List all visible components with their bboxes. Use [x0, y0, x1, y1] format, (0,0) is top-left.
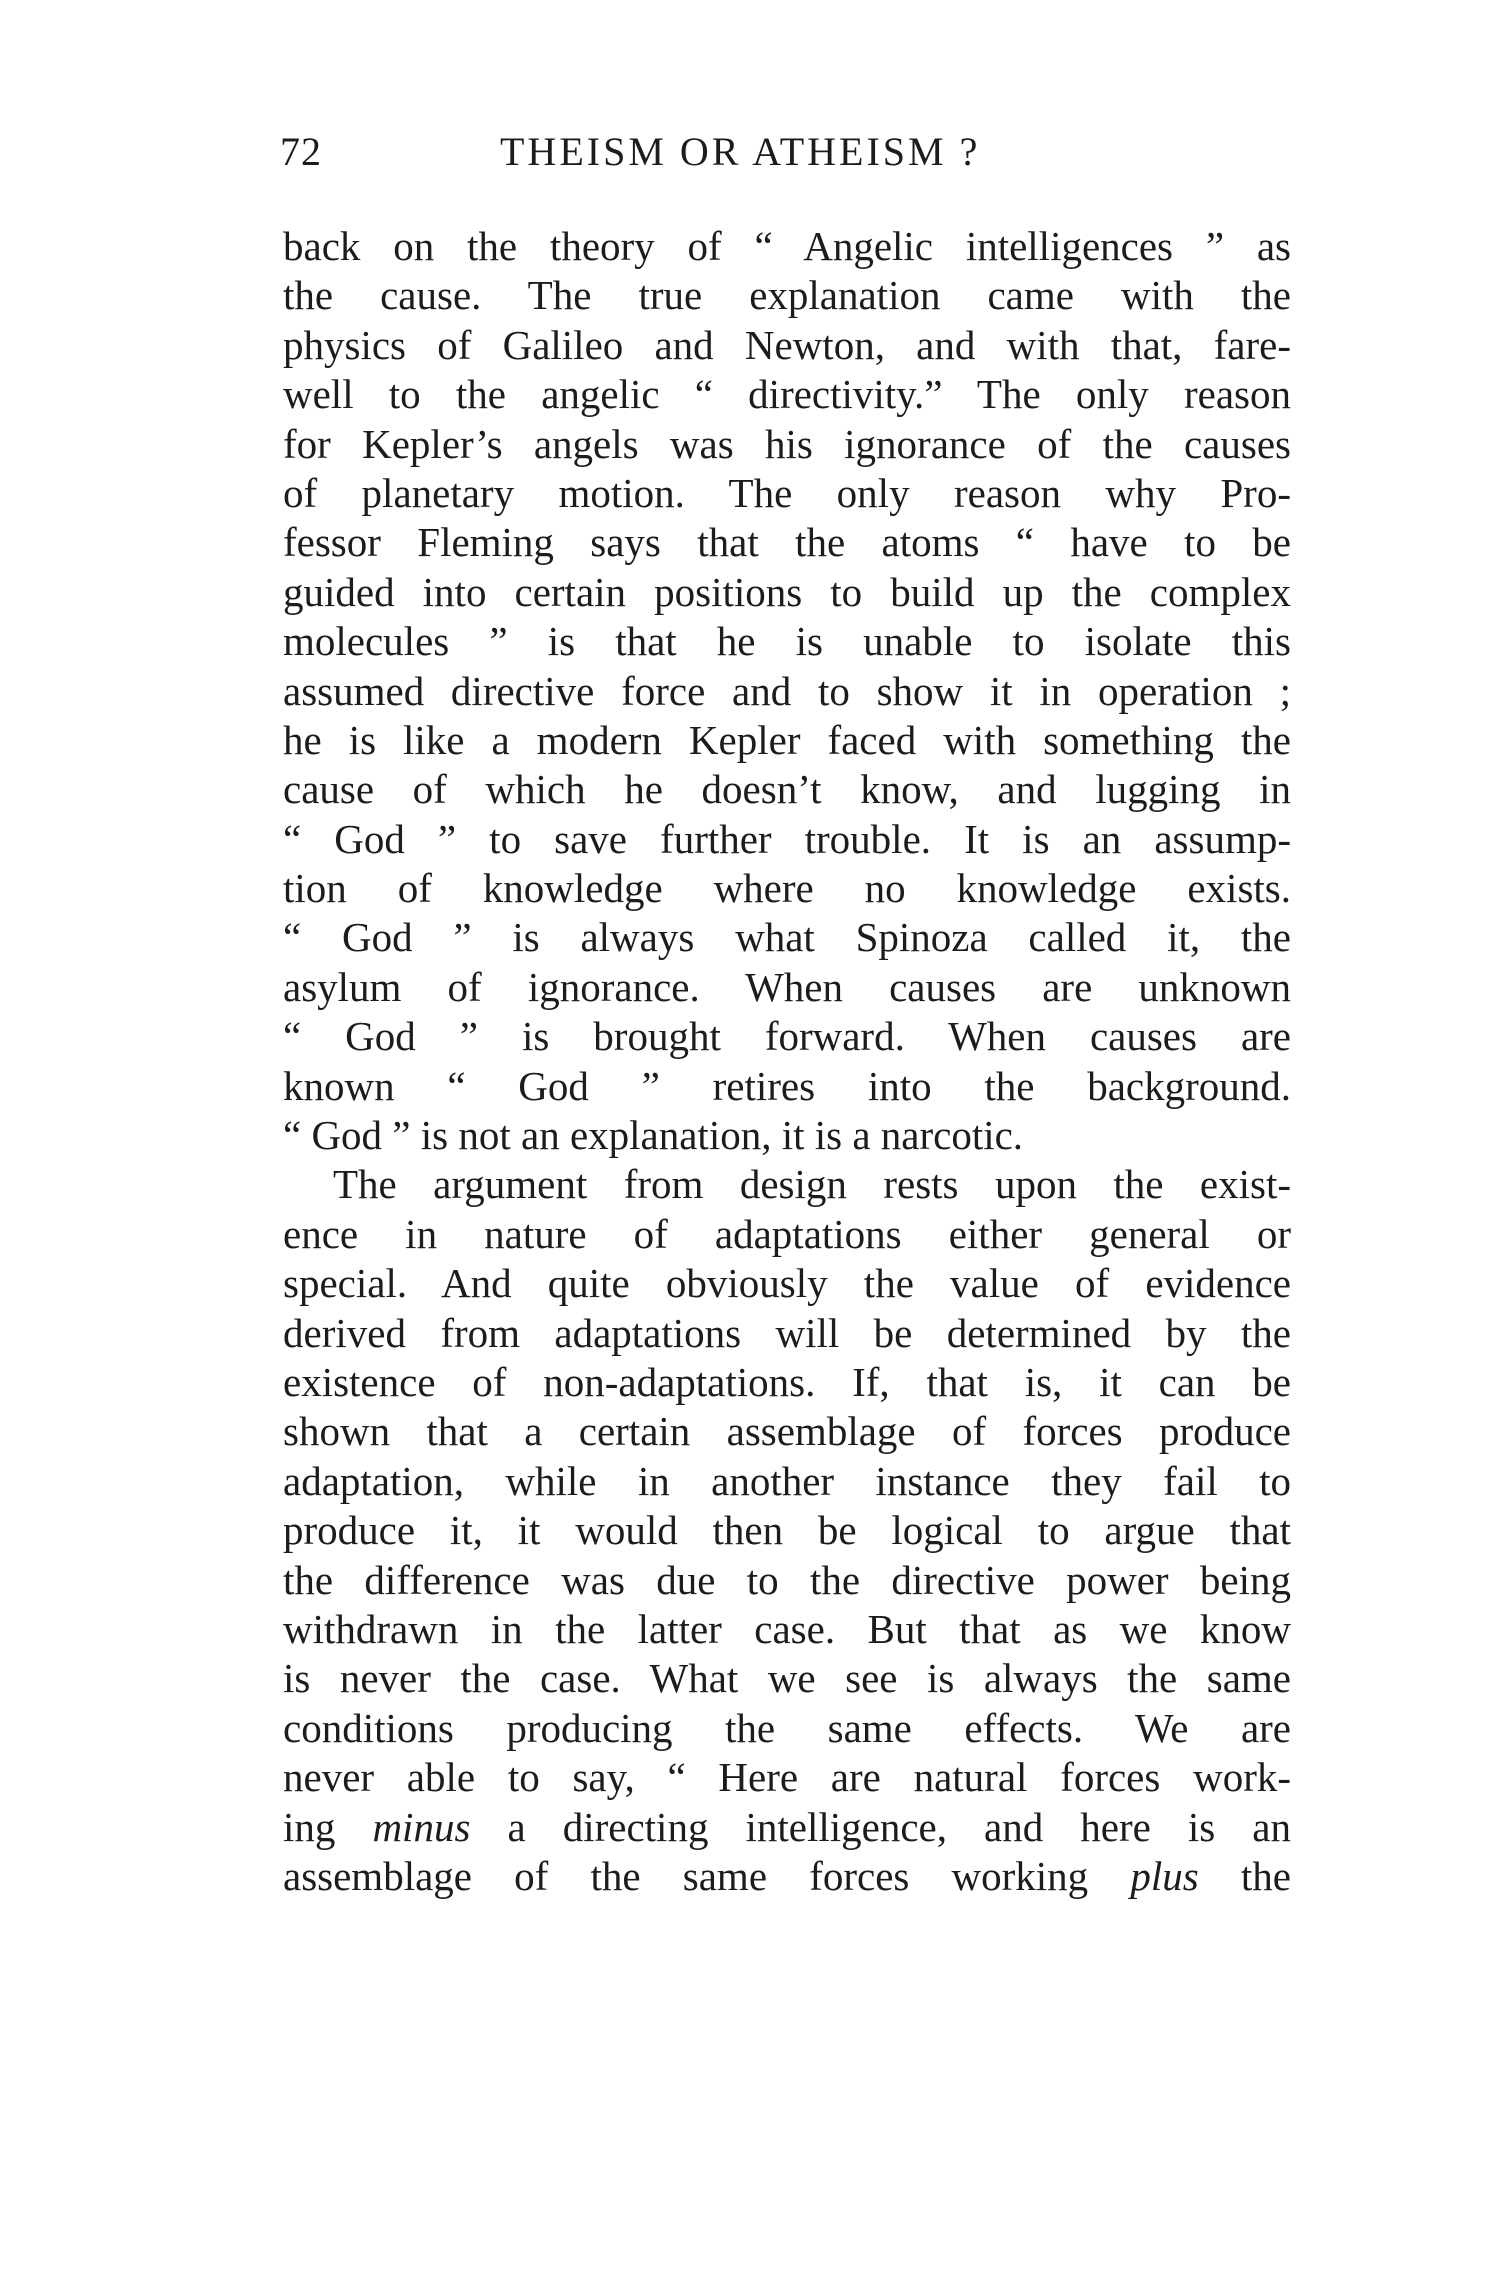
paragraph-end-line: “ God ” is not an explanation, it is a narcotic. — [283, 1112, 1024, 1159]
page-number: 72 — [280, 129, 322, 174]
text-line: back on the theory of “ Angelic intelligences ” as — [283, 223, 1291, 269]
text-line: conditions producing the same effects. We are — [283, 1704, 1291, 1751]
text-line: fessor Fleming says that the atoms “ have to be — [283, 519, 1291, 566]
text-line: produce it, it would then be logical to argue that — [283, 1507, 1291, 1554]
body-text — [283, 222, 1291, 1901]
text-line: “ God ” is brought forward. When causes are — [283, 1013, 1291, 1060]
text-segment: the — [1198, 1852, 1292, 1899]
text-segment: a directing intelligence, and here is an — [470, 1803, 1291, 1850]
text-line: known “ God ” retires into the background. — [283, 1062, 1291, 1109]
text-segment: ing — [283, 1803, 373, 1850]
text-line-italic — [283, 1803, 1291, 1852]
text-line: “ God ” to save further trouble. It is an assump- — [283, 815, 1291, 862]
text-line: is never the case. What we see is always the same — [283, 1655, 1291, 1702]
text-line: asylum of ignorance. When causes are unknown — [283, 963, 1291, 1010]
text-line: the difference was due to the directive power being — [283, 1556, 1291, 1603]
text-line: molecules ” is that he is unable to isolate this — [283, 618, 1291, 665]
text-line: cause of which he doesn’t know, and lugging in — [283, 766, 1291, 813]
running-head — [280, 128, 1290, 188]
text-line: guided into certain positions to build up the complex — [283, 568, 1291, 615]
italic-word: minus — [372, 1803, 471, 1850]
text-line: physics of Galileo and Newton, and with that, fare- — [283, 321, 1291, 368]
text-line: for Kepler’s angels was his ignorance of the causes — [283, 420, 1291, 467]
text-line: “ God ” is always what Spinoza called it, the — [283, 914, 1291, 961]
italic-word: plus — [1130, 1852, 1199, 1899]
text-line-italic — [283, 1852, 1291, 1901]
text-segment: assemblage of the same forces working — [283, 1852, 1131, 1899]
text-line: assumed directive force and to show it in operation ; — [283, 667, 1291, 714]
text-line: of planetary motion. The only reason why Pro- — [283, 469, 1291, 516]
text-line: withdrawn in the latter case. But that as we know — [283, 1605, 1291, 1652]
text-line: existence of non-adaptations. If, that is, it can be — [283, 1358, 1291, 1405]
text-line: shown that a certain assemblage of forces produce — [283, 1408, 1291, 1455]
text-line: derived from adaptations will be determined by the — [283, 1309, 1291, 1356]
text-line: adaptation, while in another instance they fail to — [283, 1457, 1291, 1504]
text-line: he is like a modern Kepler faced with something the — [283, 716, 1291, 763]
text-line: tion of knowledge where no knowledge exists. — [283, 865, 1291, 912]
text-line: never able to say, “ Here are natural forces work- — [283, 1754, 1291, 1801]
running-title: THEISM OR ATHEISM ? — [500, 129, 981, 174]
text-line: ence in nature of adaptations either general or — [283, 1210, 1291, 1257]
text-line: well to the angelic “ directivity.” The only reason — [283, 371, 1291, 418]
text-line: the cause. The true explanation came with the — [283, 272, 1291, 319]
paragraph-start-line: The argument from design rests upon the exist- — [333, 1161, 1291, 1208]
text-line: special. And quite obviously the value of evidence — [283, 1260, 1291, 1307]
